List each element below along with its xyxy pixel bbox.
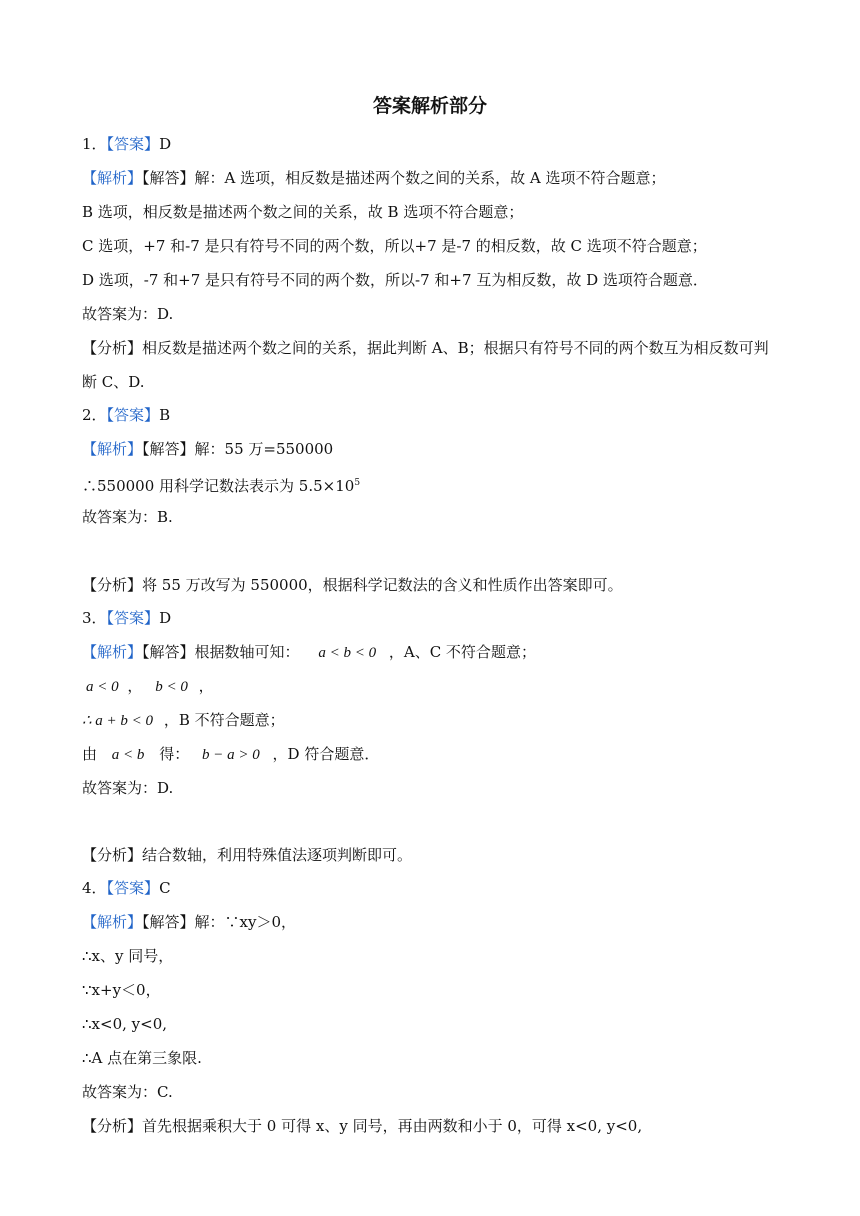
q4-final-answer: 故答案为：C. — [82, 1083, 173, 1101]
q4-line4: ∴x<0, y<0, — [82, 1015, 168, 1033]
q2-final-answer: 故答案为：B. — [82, 508, 173, 526]
q3-ab-inequality: a < b — [111, 747, 145, 763]
solution-tag: 【解答】 — [142, 643, 195, 661]
analysis-tag: 【分析】 — [82, 339, 143, 357]
q2-exponent: 5 — [354, 478, 361, 488]
q3-final-answer: 故答案为：D. — [82, 779, 174, 797]
q1-solution-line — [82, 168, 666, 188]
answer-tag: 【答案】 — [106, 879, 160, 897]
q4-analysis-line — [82, 1116, 642, 1136]
q3-line4-mid: 得： — [159, 745, 190, 763]
q2-solution-text: 解：55 万=550000 — [194, 440, 334, 458]
parse-tag: 【解析】 — [82, 643, 143, 661]
q2-answer-line — [82, 405, 170, 425]
q3-diff-inequality: b − a > 0 — [202, 747, 260, 763]
q2-sci-text: ∴550000 用科学记数法表示为 5.5×10 — [82, 477, 355, 495]
q1-answer-line — [82, 134, 171, 154]
solution-tag: 【解答】 — [142, 169, 195, 187]
solution-tag: 【解答】 — [142, 913, 195, 931]
q3-answer-line — [82, 608, 171, 628]
answer-tag: 【答案】 — [106, 406, 160, 424]
answer-tag: 【答案】 — [106, 609, 160, 627]
q3-comma: ， — [127, 677, 143, 695]
q1-analysis-text: 相反数是描述两个数之间的关系，据此判断 A、B；根据只有符号不同的两个数互为相反数可判 — [142, 339, 769, 357]
q2-solution-line — [82, 439, 333, 459]
q2-answer: B — [159, 406, 171, 424]
q3-line3 — [82, 710, 285, 731]
q4-solution-text: 解：∵xy＞0， — [194, 913, 297, 931]
solution-tag: 【解答】 — [142, 440, 195, 458]
q4-answer: C — [159, 879, 171, 897]
parse-tag: 【解析】 — [82, 440, 143, 458]
analysis-tag: 【分析】 — [82, 846, 143, 864]
q4-answer-line — [82, 878, 171, 898]
q1-solution-text: 解：A 选项，相反数是描述两个数之间的关系，故 A 选项不符合题意； — [194, 169, 666, 187]
analysis-tag: 【分析】 — [82, 576, 143, 594]
q1-line-c: C 选项，+7 和-7 是只有符号不同的两个数，所以+7 是-7 的相反数，故 C 选项不符合题意； — [82, 237, 707, 255]
q3-sum-inequality: ∴ a + b < 0 — [82, 713, 154, 729]
q4-number: 4． — [82, 879, 107, 897]
q1-number: 1． — [82, 135, 107, 153]
q3-solution-line — [82, 642, 536, 663]
parse-tag: 【解析】 — [82, 913, 143, 931]
q3-analysis-text: 结合数轴，利用特殊值法逐项判断即可。 — [142, 846, 413, 864]
q3-analysis-line — [82, 845, 412, 865]
q1-analysis-line — [82, 338, 769, 358]
q2-number: 2． — [82, 406, 107, 424]
q4-line5: ∴A 点在第三象限. — [82, 1049, 202, 1067]
q3-comma-2: ， — [198, 677, 214, 695]
q3-line4 — [82, 744, 379, 765]
q1-analysis-cont: 断 C、D. — [82, 373, 145, 391]
q1-line-d: D 选项，-7 和+7 是只有符号不同的两个数，所以-7 和+7 互为相反数，故 D 选项符合题意． — [82, 271, 708, 289]
q3-line4-tail: ，D 符合题意． — [272, 745, 380, 763]
q1-line-b: B 选项，相反数是描述两个数之间的关系，故 B 选项不符合题意； — [82, 203, 524, 221]
q3-line1-tail: ，A、C 不符合题意； — [388, 643, 536, 661]
q4-solution-line — [82, 912, 296, 932]
analysis-tag: 【分析】 — [82, 1117, 143, 1135]
q3-line1-text: 根据数轴可知： — [194, 643, 300, 661]
q3-inequality-1: a < b < 0 — [318, 645, 377, 661]
q3-inequality-a: a < 0 — [86, 679, 119, 695]
q2-analysis-line — [82, 575, 623, 595]
q2-analysis-text: 将 55 万改写为 550000，根据科学记数法的含义和性质作出答案即可。 — [142, 576, 623, 594]
q4-analysis-text: 首先根据乘积大于 0 可得 x、y 同号，再由两数和小于 0，可得 x<0, y<0, — [142, 1117, 643, 1135]
answer-tag: 【答案】 — [106, 135, 160, 153]
q4-line3: ∵x+y＜0， — [82, 981, 161, 999]
q3-inequality-b: b < 0 — [155, 679, 188, 695]
q3-line2 — [86, 676, 214, 697]
page-title: 答案解析部分 — [372, 95, 487, 117]
q3-line4-pre: 由 — [82, 745, 98, 763]
q4-line2: ∴x、y 同号， — [82, 947, 174, 965]
q3-number: 3． — [82, 609, 107, 627]
parse-tag: 【解析】 — [82, 169, 143, 187]
q3-line3-tail: ，B 不符合题意； — [163, 711, 285, 729]
q3-answer: D — [159, 609, 172, 627]
q2-sci-notation-line — [82, 473, 360, 496]
q1-answer: D — [159, 135, 172, 153]
q1-final-answer: 故答案为：D. — [82, 305, 174, 323]
